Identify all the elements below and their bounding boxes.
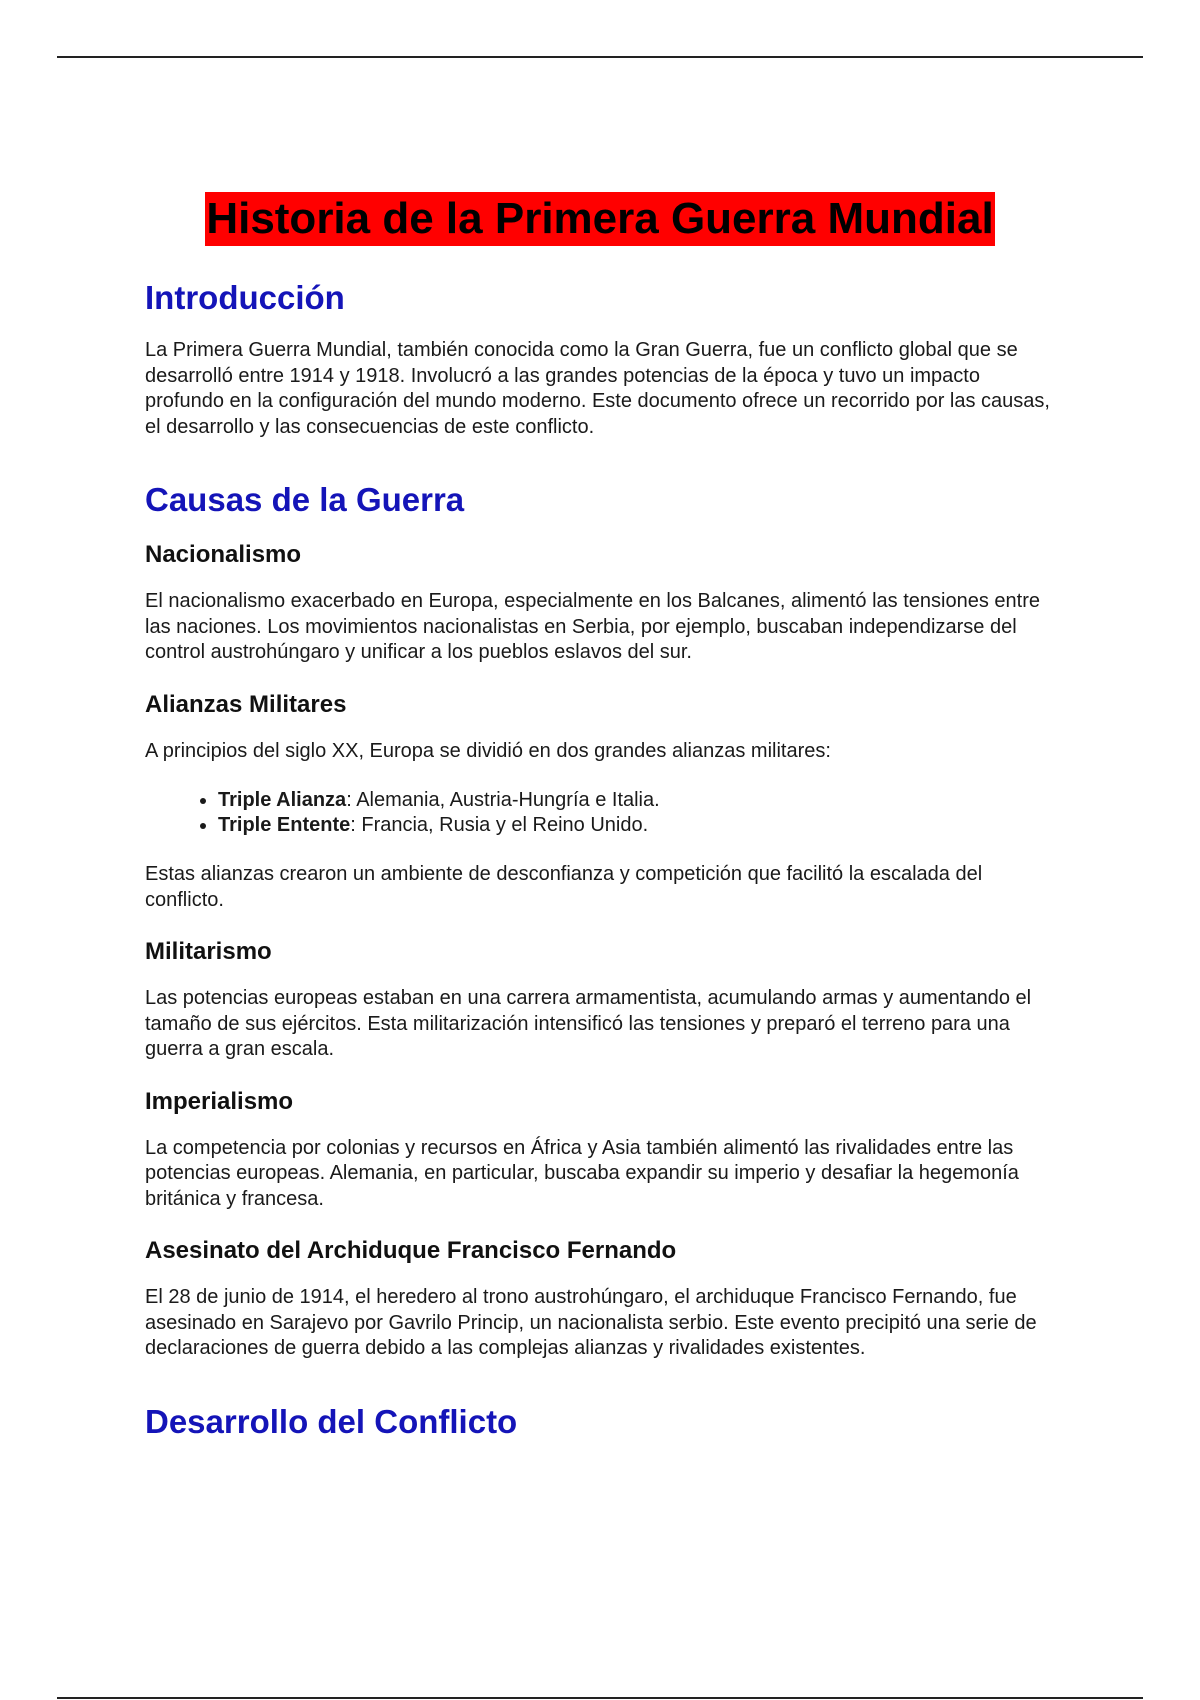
- top-rule: [57, 56, 1143, 58]
- alianzas-intro: A principios del siglo XX, Europa se dividió en dos grandes alianzas militares:: [145, 739, 831, 762]
- alliance-members: : Alemania, Austria-Hungría e Italia.: [346, 789, 660, 811]
- list-item: [218, 813, 1055, 838]
- asesinato-paragraph: El 28 de junio de 1914, el heredero al trono austrohúngaro, el archiduque Francisco Fernando, fue asesinado en Sarajevo por Gavrilo Princip, un nacionalista serbio. Este evento precipitó una serie de declaraciones de guerra debido a las complejas alianzas y rivalidades existentes.: [145, 1286, 1037, 1359]
- heading-causas: Causas de la Guerra: [145, 481, 465, 518]
- imperialismo-paragraph: La competencia por colonias y recursos en África y Asia también alimentó las rivalidades entre las potencias europeas. Alemania, en particular, buscaba expandir su imperio y desafiar la hegemonía británica y francesa.: [145, 1136, 1019, 1210]
- subheading-alianzas: Alianzas Militares: [145, 690, 347, 718]
- alliance-name: Triple Alianza: [218, 789, 347, 811]
- subheading-nacionalismo: Nacionalismo: [145, 541, 302, 568]
- alianzas-outro: Estas alianzas crearon un ambiente de desconfianza y competición que facilitó la escalada del conflicto.: [145, 863, 983, 911]
- list-item: [218, 788, 1055, 813]
- bottom-rule: [57, 1697, 1143, 1699]
- subheading-militarismo: Militarismo: [145, 938, 272, 965]
- subheading-imperialismo: Imperialismo: [145, 1087, 294, 1115]
- alliance-name: Triple Entente: [218, 814, 351, 836]
- subheading-asesinato: Asesinato del Archiduque Francisco Fernando: [145, 1237, 677, 1264]
- alianzas-list: [145, 788, 1055, 838]
- militarismo-paragraph: Las potencias europeas estaban en una carrera armamentista, acumulando armas y aumentando el tamaño de sus ejércitos. Esta militarización intensificó las tensiones y preparó el terreno para una guerra a gran escala.: [145, 987, 1032, 1060]
- document-page: [145, 192, 1055, 1462]
- nacionalismo-paragraph: El nacionalismo exacerbado en Europa, especialmente en los Balcanes, alimentó las tensiones entre las naciones. Los movimientos nacionalistas en Serbia, por ejemplo, buscaban independizarse del control austrohúngaro y unificar a los pueblos eslavos del sur.: [145, 590, 1040, 663]
- alliance-members: : Francia, Rusia y el Reino Unido.: [350, 814, 649, 836]
- intro-paragraph: La Primera Guerra Mundial, también conocida como la Gran Guerra, fue un conflicto global que se desarrolló entre 1914 y 1918. Involucró a las grandes potencias de la época y tuvo un impacto profundo en la configuración del mundo moderno. Este documento ofrece un recorrido por las causas, el desarrollo y las consecuencias de este conflicto.: [145, 339, 1050, 438]
- title-wrap: [145, 192, 1055, 246]
- document-title: Historia de la Primera Guerra Mundial: [205, 192, 994, 246]
- heading-introduccion: Introducción: [145, 279, 345, 316]
- heading-desarrollo: Desarrollo del Conflicto: [145, 1402, 518, 1440]
